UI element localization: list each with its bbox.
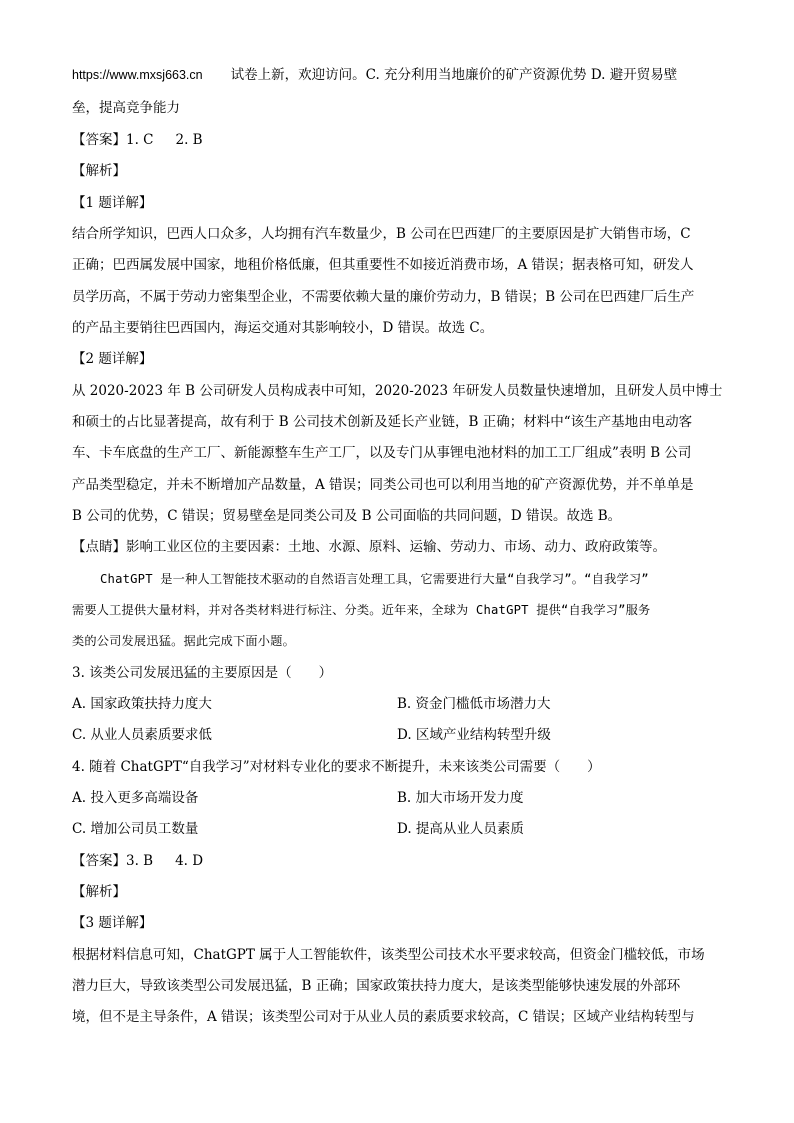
- q1-detail-line: 结合所学知识，巴西人口众多，人均拥有汽车数量少，B 公司在巴西建厂的主要原因是扩大销售市场，C: [72, 226, 691, 242]
- option-tail: C. 充分利用当地廉价的矿产资源优势 D. 避开贸易壁: [365, 67, 678, 83]
- q1-detail-line: 员学历高，不属于劳动力密集型企业，不需要依赖大量的廉价劳动力，B 错误；B 公司在巴西建厂后生产: [72, 289, 695, 305]
- q2-detail-title: 【2 题详解】: [72, 351, 153, 367]
- analysis-heading: 【解析】: [72, 163, 126, 179]
- q3-detail-line: 潜力巨大，导致该类型公司发展迅猛，B 正确；国家政策扶持力度大，是该类型能够快速发展的外部环: [72, 978, 681, 994]
- q2-detail-line: 车、卡车底盘的生产工厂、新能源整车生产工厂，以及专门从事锂电池材料的加工工厂组成”表明 B 公司: [72, 445, 692, 461]
- q4-option-a: A. 投入更多高端设备: [72, 790, 199, 806]
- analysis-heading: 【解析】: [72, 884, 126, 900]
- tip-line: 【点睛】影响工业区位的主要因素：土地、水源、原料、运输、劳动力、市场、动力、政府政策等。: [72, 539, 666, 555]
- material-line: 需要人工提供大量材料，并对各类材料进行标注、分类。近年来，全球为 ChatGPT 提供“自我学习”服务: [72, 603, 651, 617]
- q2-detail-line: 和硕士的占比显著提高，故有利于 B 公司技术创新及延长产业链，B 正确；材料中“该生产基地由电动客: [72, 414, 693, 430]
- q3-option-b: B. 资金门槛低市场潜力大: [397, 696, 551, 712]
- q4-option-b: B. 加大市场开发力度: [397, 790, 524, 806]
- site-notice: 试卷上新，欢迎访问。: [230, 67, 366, 83]
- q2-detail-line: 从 2020-2023 年 B 公司研发人员构成表中可知，2020-2023 年研发人员数量快速增加，且研发人员中博士: [72, 383, 723, 399]
- option-tail-line: 垒，提高竞争能力: [72, 100, 180, 116]
- q3-detail-line: 境，但不是主导条件，A 错误；该类型公司对于从业人员的素质要求较高，C 错误；区域产业结构转型与: [72, 1009, 695, 1025]
- q2-detail-line: B 公司的优势，C 错误；贸易壁垒是同类公司及 B 公司面临的共同问题，D 错误。故选 B。: [72, 508, 622, 524]
- answer-value: 3. B: [126, 853, 154, 869]
- answer-line-2: [72, 852, 724, 870]
- material-line: 类的公司发展迅猛。据此完成下面小题。: [72, 634, 295, 648]
- q1-detail-line: 正确；巴西属发展中国家，地租价格低廉，但其重要性不如接近消费市场，A 错误；据表格可知，研发人: [72, 257, 694, 273]
- q3-detail-title: 【3 题详解】: [72, 915, 153, 931]
- q3-option-c: C. 从业人员素质要求低: [72, 727, 212, 743]
- material-line: ChatGPT 是一种人工智能技术驱动的自然语言处理工具，它需要进行大量“自我学习”。“自我学习”: [100, 572, 649, 586]
- q4-option-d: D. 提高从业人员素质: [397, 821, 524, 837]
- q2-detail-line: 产品类型稳定，并未不断增加产品数量，A 错误；同类公司也可以利用当地的矿产资源优势，并不单单是: [72, 477, 694, 493]
- site-url[interactable]: https://www.mxsj663.cn: [72, 68, 203, 82]
- q4-option-c: C. 增加公司员工数量: [72, 821, 199, 837]
- q3-option-d: D. 区域产业结构转型升级: [397, 727, 551, 743]
- q1-detail-title: 【1 题详解】: [72, 195, 153, 211]
- q3-detail-line: 根据材料信息可知，ChatGPT 属于人工智能软件，该类型公司技术水平要求较高，但资金门槛较低，市场: [72, 947, 705, 963]
- answer-line-1: [72, 131, 724, 149]
- answer-value: 2. B: [175, 132, 203, 148]
- question-3-stem: 3. 该类公司发展迅猛的主要原因是（ ）: [72, 665, 333, 681]
- q3-option-a: A. 国家政策扶持力度大: [72, 696, 212, 712]
- q1-detail-line: 的产品主要销往巴西国内，海运交通对其影响较小，D 错误。故选 C。: [72, 320, 494, 336]
- answer-value: 1. C: [126, 132, 154, 148]
- question-4-stem: 4. 随着 ChatGPT“自我学习”对材料专业化的要求不断提升，未来该类公司需要（ ）: [72, 759, 601, 775]
- header-line: [72, 66, 724, 84]
- answer-label: 【答案】: [72, 132, 126, 148]
- answer-label: 【答案】: [72, 853, 126, 869]
- answer-value: 4. D: [175, 853, 204, 869]
